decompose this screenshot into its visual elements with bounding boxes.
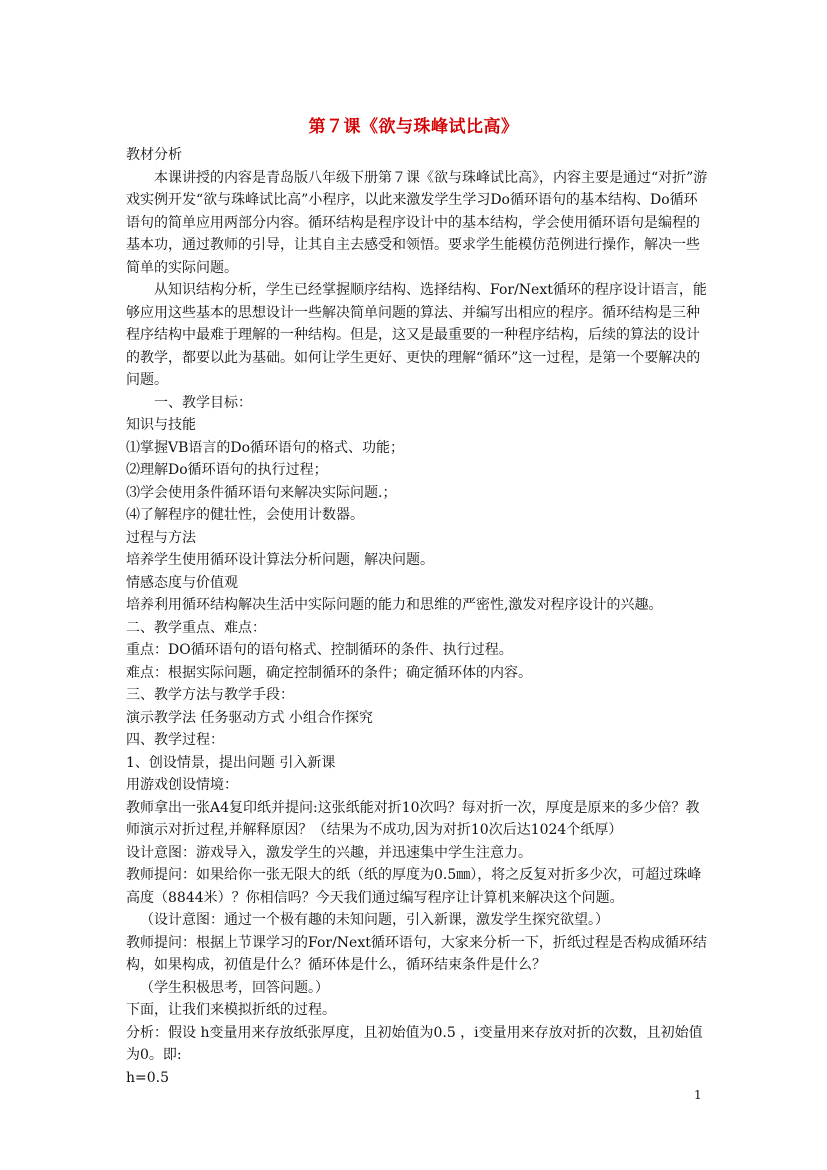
subheading-knowledge-skills: 知识与技能 <box>126 417 196 433</box>
subheading-emotion-values: 情感态度与价值观 <box>126 574 238 591</box>
lesson-title: 第７课《欲与珠峰试比高》 <box>308 117 519 137</box>
step-1-heading: 1、创设情景，提出问题 引入新课 <box>126 754 336 771</box>
objective-item-1: ⑴掌握VB语言的Do循环语句的格式、功能； <box>126 439 405 456</box>
heading-teaching-process: 四、教学过程： <box>126 732 224 748</box>
design-intent-2: （设计意图：通过一个极有趣的未知问题，引入新课，激发学生探究欲望。） <box>140 912 609 928</box>
teaching-methods-text: 演示教学法 任务驱动方式 小组合作探究 <box>126 709 373 726</box>
difficult-point-text: 难点：根据实际问题，确定控制循环的条件；确定循环体的内容。 <box>126 664 532 681</box>
section-heading-textbook-analysis: 教材分析 <box>126 147 182 163</box>
process-method-text: 培养学生使用循环设计算法分析问题，解决问题。 <box>126 552 434 568</box>
design-intent-1: 设计意图：游戏导入，激发学生的兴趣，并迅速集中学生注意力。 <box>126 844 532 861</box>
heading-key-difficult-points: 二、教学重点、难点： <box>126 619 266 636</box>
objective-item-4: ⑷了解程序的健壮性，会使用计数器。 <box>126 507 364 523</box>
paragraph-content-intro: 本课讲授的内容是青岛版八年级下册第７课《欲与珠峰试比高》，内容主要是通过“对折”游戏实例开发“欲与珠峰试比高”小程序，以此来激发学生学习Do循环语句的基本结构、Do循环语句的简单应用两部分内容。循环结构是程序设计中的基本结构，学会使用循环语句是编程的基本功，通过教师的引导，让其自主去感受和领悟。要求学生能模仿范例进行操作，解决一些简单的实际问题。 <box>126 169 708 276</box>
code-h-init: h=0.5 <box>126 1069 170 1086</box>
teacher-infinite-paper-question: 教师提问：如果给你一张无限大的纸（纸的厚度为0.5㎜），将之反复对折多少次，可超过珠峰高度（8844米）？你相信吗？今天我们通过编写程序让计算机来解决这个问题。 <box>126 867 702 906</box>
objective-item-2: ⑵理解Do循环语句的执行过程； <box>126 462 328 478</box>
game-situation-text: 用游戏创设情境： <box>126 777 238 793</box>
simulate-folding-text: 下面，让我们来模拟折纸的过程。 <box>126 1002 336 1018</box>
paragraph-knowledge-structure: 从知识结构分析，学生已经掌握顺序结构、选择结构、For/Next循环的程序设计语言，能够应用这些基本的思想设计一些解决简单问题的算法、并编写出相应的程序。循环结构是三种程序结构中最难于理解的一种结构。但是，这又是最重要的一种程序结构，后续的算法的设计的教学，都要以此为基础。如何让学生更好、更快的理解“循环”这一过程，是第一个要解决的问题。 <box>126 282 707 388</box>
student-response-note: （学生积极思考，回答问题。） <box>140 979 329 996</box>
key-point-text: 重点：DO循环语句的语句格式、控制循环的条件、执行过程。 <box>126 642 513 658</box>
heading-teaching-objectives: 一、教学目标： <box>154 394 252 411</box>
heading-teaching-methods: 三、教学方法与教学手段： <box>126 687 294 703</box>
objective-item-3: ⑶学会使用条件循环语句来解决实际问题.； <box>126 484 397 501</box>
teacher-for-next-question: 教师提问：根据上节课学习的For/Next循环语句，大家来分析一下，折纸过程是否构成循环结构，如果构成，初值是什么？循环体是什么，循环结束条件是什么？ <box>126 934 707 973</box>
teacher-a4-question: 教师拿出一张A4复印纸并提问:这张纸能对折10次吗？每对折一次，厚度是原来的多少倍？教师演示对折过程,并解释原因？（结果为不成功,因为对折10次后达1024个纸厚） <box>126 799 700 838</box>
page-number: 1 <box>694 1088 702 1102</box>
analysis-text: 分析：假设 h变量用来存放纸张厚度，且初始值为0.5 ，i变量用来存放对折的次数，且初始值为0。即: <box>126 1024 703 1063</box>
emotion-values-text: 培养利用循环结构解决生活中实际问题的能力和思维的严密性,激发对程序设计的兴趣。 <box>126 597 663 613</box>
subheading-process-method: 过程与方法 <box>126 529 196 546</box>
document-body <box>126 144 711 1089</box>
